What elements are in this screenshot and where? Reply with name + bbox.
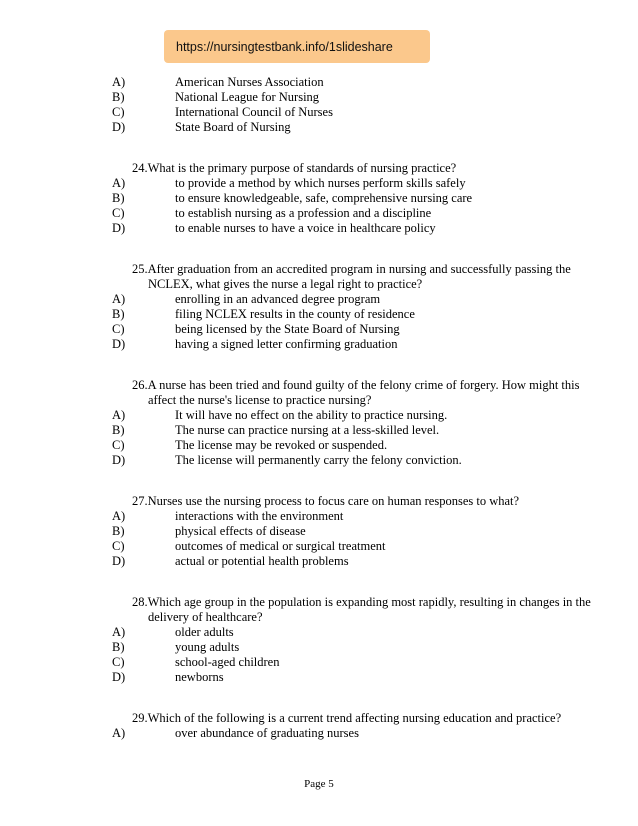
option-label: D) [112, 120, 126, 134]
option-text: newborns [175, 670, 224, 684]
option-text: having a signed letter confirming graduation [175, 337, 398, 351]
question-line: 26.A nurse has been tried and found guilty of the felony crime of forgery. How might this [132, 378, 580, 392]
option-label: A) [112, 726, 126, 740]
option-text: enrolling in an advanced degree program [175, 292, 381, 306]
option-label: A) [112, 408, 126, 422]
option-label: A) [112, 176, 126, 190]
question-line: 25.After graduation from an accredited program in nursing and successfully passing the [132, 262, 571, 276]
option-label: A) [112, 625, 126, 639]
option-label: D) [112, 554, 126, 568]
option-text: American Nurses Association [175, 75, 324, 89]
option-label: B) [112, 191, 125, 205]
option-label: C) [112, 539, 125, 553]
option-label: B) [112, 524, 125, 538]
option-label: D) [112, 221, 126, 235]
option-text: being licensed by the State Board of Nursing [175, 322, 400, 336]
option-text: filing NCLEX results in the county of residence [175, 307, 415, 321]
option-text: physical effects of disease [175, 524, 306, 538]
option-label: D) [112, 337, 126, 351]
option-text: school-aged children [175, 655, 280, 669]
option-label: D) [112, 670, 126, 684]
option-label: A) [112, 75, 126, 89]
source-url-banner[interactable] [164, 30, 430, 63]
option-label: B) [112, 640, 125, 654]
source-url[interactable]: https://nursingtestbank.info/1slideshare [176, 39, 393, 54]
question-line: 27.Nurses use the nursing process to focus care on human responses to what? [132, 494, 520, 508]
option-text: to enable nurses to have a voice in healthcare policy [175, 221, 436, 235]
option-text: It will have no effect on the ability to practice nursing. [175, 408, 448, 422]
question-line: delivery of healthcare? [148, 610, 263, 624]
option-text: The license may be revoked or suspended. [175, 438, 388, 452]
option-text: outcomes of medical or surgical treatment [175, 539, 386, 553]
option-text: National League for Nursing [175, 90, 320, 104]
question-line: 28.Which age group in the population is expanding most rapidly, resulting in changes in the [132, 595, 591, 609]
option-text: to ensure knowledgeable, safe, comprehensive nursing care [175, 191, 473, 205]
option-text: actual or potential health problems [175, 554, 349, 568]
option-text: interactions with the environment [175, 509, 344, 523]
option-text: over abundance of graduating nurses [175, 726, 359, 740]
question-line: affect the nurse's license to practice nursing? [148, 393, 372, 407]
question-line: NCLEX, what gives the nurse a legal right to practice? [148, 277, 423, 291]
option-label: B) [112, 423, 125, 437]
option-label: C) [112, 438, 125, 452]
option-text: to establish nursing as a profession and a discipline [175, 206, 432, 220]
option-label: A) [112, 509, 126, 523]
option-label: A) [112, 292, 126, 306]
option-text: State Board of Nursing [175, 120, 291, 134]
option-text: to provide a method by which nurses perform skills safely [175, 176, 466, 190]
option-text: The license will permanently carry the felony conviction. [175, 453, 462, 467]
option-label: C) [112, 322, 125, 336]
question-line: 24.What is the primary purpose of standards of nursing practice? [132, 161, 457, 175]
option-text: older adults [175, 625, 234, 639]
option-text: young adults [175, 640, 240, 654]
option-label: C) [112, 655, 125, 669]
option-text: The nurse can practice nursing at a less-skilled level. [175, 423, 440, 437]
question-line: 29.Which of the following is a current trend affecting nursing education and practice? [132, 711, 562, 725]
option-label: B) [112, 90, 125, 104]
page-number: Page 5 [304, 778, 334, 790]
option-label: C) [112, 206, 125, 220]
option-label: C) [112, 105, 125, 119]
option-text: International Council of Nurses [175, 105, 333, 119]
option-label: B) [112, 307, 125, 321]
option-label: D) [112, 453, 126, 467]
